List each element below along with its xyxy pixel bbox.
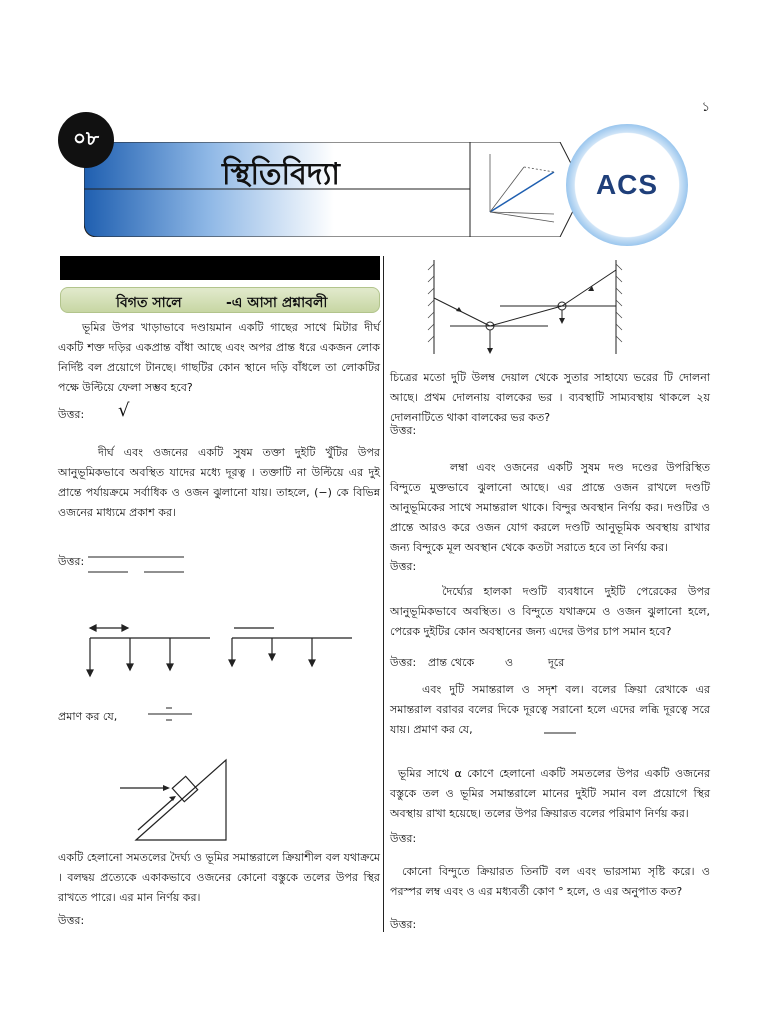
question-10: কোনো বিন্দুতে ক্রিয়ারত তিনটি বল এবং ভারসাম্য সৃষ্টি করে। ও পরস্পর লম্ব এবং ও এর মধ্যবর্তী কোণ ° হলে, ও এর অনুপাত কত?: [390, 865, 710, 898]
question-4: একটি হেলানো সমতলের দৈর্ঘ্য ও ভূমির সমান্তরালে ক্রিয়াশীল বল যথাক্রমে । বলদ্বয় প্রত্যেকে একাকভাবে ওজনের কোনো বস্তুকে তলের উপর স্থির রাখতে পারে। এর মান নির্ণয় কর।: [58, 851, 380, 904]
question-1: ভূমির উপর খাড়াভাবে দণ্ডায়মান একটি গাছের সাথে মিটার দীর্ঘ একটি শক্ত দড়ির একপ্রান্ত বাঁধা আছে এবং অপর প্রান্ত ধরে একজন লোক নির্দিষ্ট বল প্রয়োগে টানছে। গাছটির কোন স্থানে দড়ি বাঁধলে তা লোকটির পক্ষে উল্টিয়ে ফেলা সম্ভব হবে?: [58, 321, 380, 394]
q9-answer-label: উত্তর:: [390, 832, 417, 845]
q4-answer-label: উত্তর:: [58, 914, 85, 927]
q10-answer-label: উত্তর:: [390, 918, 417, 931]
q1-answer-sqrt: √: [118, 400, 130, 421]
q3-fraction: [148, 704, 194, 724]
beam-diagram: [80, 626, 370, 686]
q8-fraction-line: [544, 730, 578, 736]
q7-answer-a: প্রান্ত থেকে: [428, 656, 475, 669]
question-2: দীর্ঘ এবং ওজনের একটি সুষম তক্তা দুইটি খুঁটির উপর আনুভূমিকভাবে অবস্থিত যাদের মধ্যে দূরত্ব । তক্তাটি না উল্টিয়ে এর দুই প্রান্তে পর্যায়ক্রমে সর্বাধিক ও ওজন ঝুলানো যায়। তাহলে, (−) কে বিভিন্ন ওজনের মাধ্যমে প্রকাশ কর।: [58, 446, 380, 519]
question-5: চিত্রের মতো দুটি উলম্ব দেয়াল থেকে সুতার সাহায্যে ভরের টি দোলনা আছে। প্রথম দোলনায় বালকের ভর । ব্যবস্থাটি সাম্যবস্থায় থাকলে ২য় দোলনাটিতে থাকা বালকের ভর কত?: [390, 371, 710, 424]
question-7: দৈর্ঘ্যের হালকা দণ্ডটি ব্যবধানে দুইটি পেরেকের উপর আনুভূমিকভাবে অবস্থিত। ও বিন্দুতে যথাক্রমে ও ওজন ঝুলানো হলে, পেরেক দুইটির কোন অবস্থানের জন্য এদের উপর চাপ সমান হবে?: [390, 585, 710, 638]
q2-answer-label: উত্তর:: [58, 555, 85, 568]
swing-diagram: [420, 258, 630, 358]
q7-answer-c: দূরে: [548, 656, 565, 669]
page-number: ১: [701, 100, 710, 115]
q5-answer-label: উত্তর:: [390, 424, 417, 437]
chapter-number-badge: ০৮: [58, 112, 114, 168]
question-6: লম্বা এবং ওজনের একটি সুষম দণ্ড দণ্ডের উপরিস্থিত বিন্দুতে মুক্তভাবে ঝুলানো আছে। এর প্রান্তে ওজন রাখলে দণ্ডটি আনুভূমিকের সাথে সমান্তরাল থাকে। বিন্দুর অবস্থান নির্ণয় কর। দণ্ডটির ও প্রান্তে আরও করে ওজন যোগ করলে দণ্ডটি আনুভূমিক অবস্থায় রাখার জন্য বিন্দুকে মূল অবস্থান থেকে কতটা সরাতে হবে তা নির্ণয় কর।: [390, 461, 710, 554]
q1-answer-label: উত্তর:: [58, 408, 85, 421]
section-label-a: বিগত সালে: [116, 295, 182, 311]
section-label-b: -এ আসা প্রশ্নাবলী: [226, 295, 328, 311]
chapter-title: স্থিতিবিদ্যা: [222, 157, 340, 192]
logo-text: ACS: [595, 169, 659, 200]
section-title-bar: [60, 287, 380, 313]
question-8: এবং দুটি সমান্তরাল ও সদৃশ বল। বলের ক্রিয়া রেখাকে এর সমান্তরাল বরাবর বলের দিকে দূরত্বে সরানো হলে এদের লব্ধি দূরত্বে সরে যায়। প্রমাণ কর যে,: [390, 683, 710, 736]
section-black-bar: [60, 256, 380, 280]
column-divider: [383, 256, 384, 932]
q2-answer-lines: [88, 555, 188, 575]
q3-prove-label: প্রমাণ কর যে,: [58, 710, 118, 723]
q7-answer-b: ও: [505, 656, 514, 669]
q7-answer-label: উত্তর:: [390, 656, 417, 669]
question-9: ভূমির সাথে α কোণে হেলানো একটি সমতলের উপর একটি ওজনের বস্তুকে তল ও ভূমির সমান্তরালে মানের দুইটি সমান বল প্রয়োগে স্থির অবস্থায় রাখা হয়েছে। তলের উপর ক্রিয়ারত বলের পরিমাণ নির্ণয় কর।: [390, 767, 710, 820]
q6-answer-label: উত্তর:: [390, 560, 417, 573]
inclined-plane-diagram: [118, 758, 258, 842]
acs-logo: [582, 140, 672, 230]
